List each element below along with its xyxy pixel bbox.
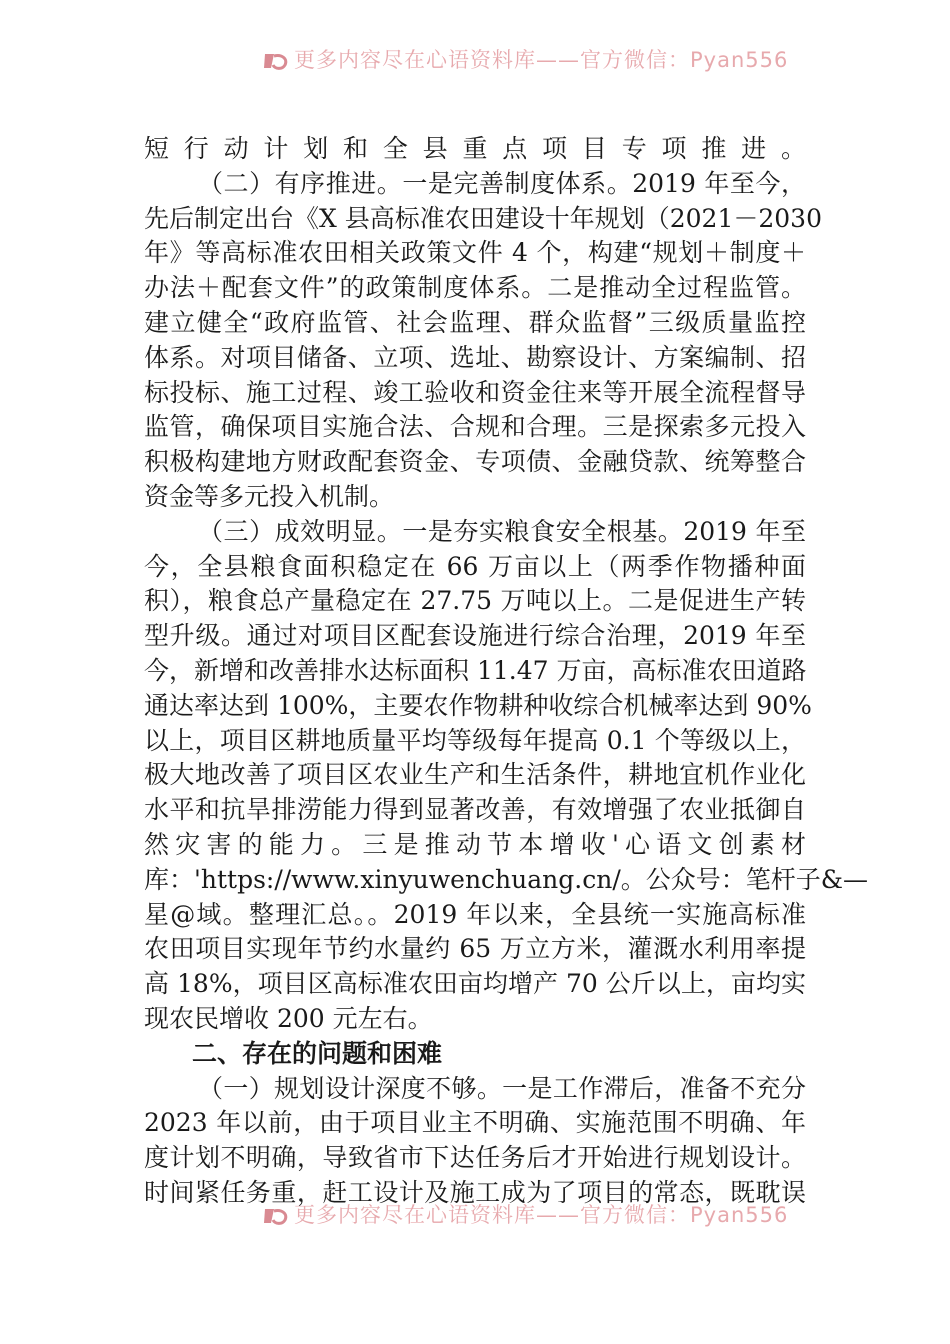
watermark-logo-icon: [262, 1205, 290, 1227]
text-line: 库：'https://www.xinyuwenchuang.cn/。公众号：笔杆子&—: [144, 864, 868, 894]
document-body: [144, 132, 868, 1211]
text-line: （一）规划设计深度不够。一是工作滞后，准备不充分: [198, 1073, 806, 1103]
text-line: 型升级。通过对项目区配套设施进行综合治理，2019 年至: [144, 621, 806, 651]
text-line: 短行动计划和全县重点项目专项推进。: [144, 134, 806, 163]
text-line: 农田项目实现年节约水量约 65 万立方米，灌溉水利用率提: [144, 934, 806, 964]
text-line: （二）有序推进。一是完善制度体系。2019 年至今，: [198, 168, 806, 198]
text-line: 极大地改善了项目区农业生产和生活条件，耕地宜机作业化: [144, 760, 806, 790]
watermark-footer: [262, 1203, 789, 1237]
text-line: 建立健全“政府监管、社会监理、群众监督”三级质量监控: [144, 307, 806, 337]
text-line: 2023 年以前，由于项目业主不明确、实施范围不明确、年: [144, 1108, 806, 1138]
text-line: 高 18%，项目区高标准农田亩均增产 70 公斤以上，亩均实: [144, 969, 806, 999]
text-line: 水平和抗旱排涝能力得到显著改善，有效增强了农业抵御自: [144, 795, 806, 825]
text-line: 时间紧任务重，赶工设计及施工成为了项目的常态，既耽误: [144, 1177, 806, 1207]
text-line: 现农民增收 200 元左右。: [144, 1003, 433, 1033]
text-line: 积），粮食总产量稳定在 27.75 万吨以上。二是促进生产转: [144, 586, 806, 616]
text-line: 标投标、施工过程、竣工验收和资金往来等开展全流程督导: [144, 377, 806, 407]
watermark-text: 更多内容尽在心语资料库——官方微信：Pyan556: [294, 1203, 789, 1227]
text-line: 积极构建地方财政配套资金、专项债、金融贷款、统筹整合: [144, 447, 806, 477]
section-heading: 二、存在的问题和困难: [192, 1038, 443, 1068]
watermark-header: [262, 48, 789, 82]
text-line: 体系。对项目储备、立项、选址、勘察设计、方案编制、招: [144, 342, 806, 372]
text-line: 今，全县粮食面积稳定在 66 万亩以上（两季作物播种面: [144, 551, 806, 581]
text-line: 然灾害的能力。三是推动节本增收'心语文创素材: [144, 829, 806, 859]
text-line: 资金等多元投入机制。: [144, 481, 395, 511]
text-line: 办法＋配套文件”的政策制度体系。二是推动全过程监管。: [144, 273, 806, 303]
text-line: 通达率达到 100%，主要农作物耕种收综合机械率达到 90%: [144, 690, 812, 720]
text-line: 监管，确保项目实施合法、合规和合理。三是探索多元投入: [144, 412, 806, 442]
text-line: （三）成效明显。一是夯实粮食安全根基。2019 年至: [198, 516, 806, 546]
text-line: 星@域。整理汇总。。2019 年以来，全县统一实施高标准: [144, 899, 806, 929]
text-line: 今，新增和改善排水达标面积 11.47 万亩，高标准农田道路: [144, 655, 807, 685]
text-line: 以上，项目区耕地质量平均等级每年提高 0.1 个等级以上，: [144, 725, 806, 755]
text-line: 先后制定出台《X 县高标准农田建设十年规划（2021－2030: [144, 203, 822, 233]
text-line: 度计划不明确，导致省市下达任务后才开始进行规划设计。: [144, 1143, 806, 1173]
watermark-logo-icon: [262, 50, 290, 72]
text-line: 年》等高标准农田相关政策文件 4 个，构建“规划＋制度＋: [144, 238, 806, 268]
watermark-text: 更多内容尽在心语资料库——官方微信：Pyan556: [294, 48, 789, 72]
